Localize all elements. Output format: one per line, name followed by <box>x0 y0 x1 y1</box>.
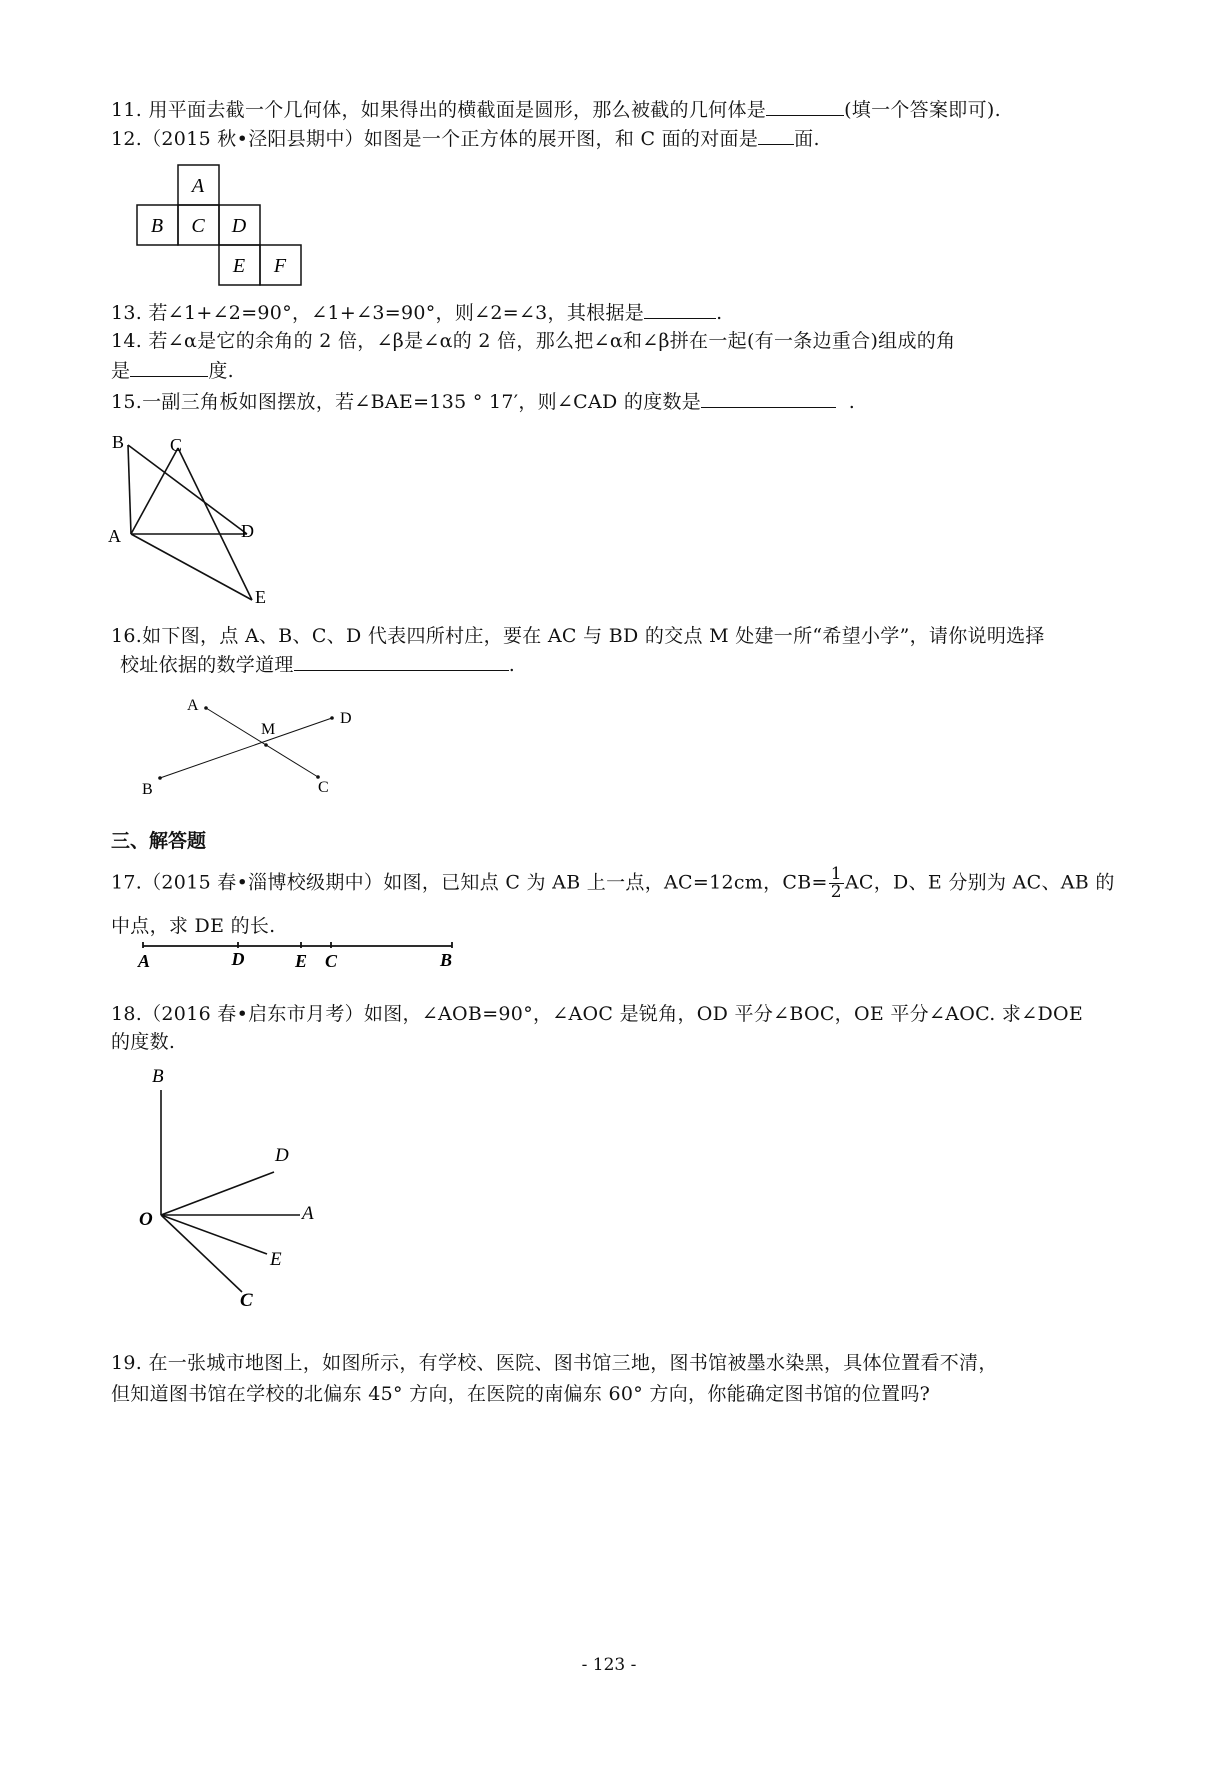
label-e: E <box>270 1249 282 1270</box>
question-19-line1: 19. 在一张城市地图上，如图所示，有学校、医院、图书馆三地，图书馆被墨水染黑，具体位置看不清， <box>111 1352 998 1374</box>
angle-diagram <box>130 1060 340 1315</box>
question-16-line2 <box>120 652 515 678</box>
label-d: D <box>340 710 352 727</box>
label-a: A <box>137 951 151 971</box>
label-a: A <box>187 697 199 714</box>
net-cell-c: C <box>191 215 205 237</box>
question-14-line1: 14. 若∠α是它的余角的 2 倍，∠β是∠α的 2 倍，那么把∠α和∠β拼在一起(有一条边重合)组成的角 <box>111 330 956 352</box>
question-17-line2: 中点，求 DE 的长. <box>111 915 276 937</box>
q15-text: 15.一副三角板如图摆放，若∠BAE=135 ° 17′，则∠CAD 的度数是 <box>111 391 702 413</box>
question-12 <box>111 126 820 152</box>
label-d: D <box>241 521 254 541</box>
net-cell-e: E <box>232 255 246 277</box>
q12-blank[interactable] <box>758 126 794 145</box>
q13-text: 13. 若∠1+∠2=90°，∠1+∠3=90°，则∠2=∠3，其根据是 <box>111 302 645 324</box>
net-cell-f: F <box>273 255 287 277</box>
q14-head: 是 <box>111 360 131 382</box>
net-cell-a: A <box>191 175 205 197</box>
q11-text: 11. 用平面去截一个几何体，如果得出的横截面是圆形，那么被截的几何体是 <box>111 99 767 121</box>
label-m: M <box>261 721 276 738</box>
label-c: C <box>318 779 329 796</box>
section-heading: 三、解答题 <box>111 830 207 852</box>
label-a: A <box>108 526 121 546</box>
page-number: - 123 - <box>581 1655 637 1675</box>
question-18-line1: 18.（2016 春•启东市月考）如图，∠AOB=90°，∠AOC 是锐角，OD 平分∠BOC，OE 平分∠AOC. 求∠DOE <box>111 1003 1084 1025</box>
q14-blank[interactable] <box>130 358 208 377</box>
cube-net-diagram <box>130 160 310 290</box>
q11-blank[interactable] <box>766 97 844 116</box>
net-cell-d: D <box>231 215 247 237</box>
q16-blank[interactable] <box>294 652 509 671</box>
q17-text-a: 17.（2015 春•淄博校级期中）如图，已知点 C 为 AB 上一点，AC=12cm，CB= <box>111 871 828 894</box>
label-d: D <box>275 1145 289 1166</box>
q14-tail: 度. <box>208 360 234 382</box>
q11-tail: (填一个答案即可). <box>844 99 1001 121</box>
label-o: O <box>139 1209 153 1230</box>
question-15 <box>111 389 855 415</box>
question-16-line1: 16.如下图，点 A、B、C、D 代表四所村庄，要在 AC 与 BD 的交点 M 处建一所“希望小学”，请你说明选择 <box>111 625 1045 647</box>
label-c: C <box>240 1290 253 1311</box>
villages-diagram <box>130 690 370 805</box>
question-11 <box>111 97 1001 123</box>
question-17-line1 <box>111 866 1115 901</box>
q16-text: 校址依据的数学道理 <box>120 654 294 676</box>
fraction-denominator: 2 <box>830 882 842 902</box>
label-e: E <box>294 951 308 971</box>
segment-diagram <box>130 935 470 975</box>
label-e: E <box>255 587 266 607</box>
label-b: B <box>439 950 453 970</box>
label-b: B <box>152 1066 164 1087</box>
question-13 <box>111 300 722 326</box>
q17-text-b: AC，D、E 分别为 AC、AB 的 <box>844 871 1115 894</box>
q15-tail: . <box>848 391 856 413</box>
label-b: B <box>112 432 125 452</box>
label-c: C <box>170 435 183 455</box>
net-cell-b: B <box>150 215 164 237</box>
fraction-one-half <box>829 866 844 901</box>
question-14-line2 <box>111 358 234 384</box>
q13-tail: . <box>716 302 723 324</box>
label-a: A <box>302 1203 314 1224</box>
triangle-rulers-diagram <box>100 428 300 613</box>
question-18-line2: 的度数. <box>111 1031 176 1053</box>
q13-blank[interactable] <box>644 300 716 319</box>
label-c: C <box>324 951 338 971</box>
question-19-line2: 但知道图书馆在学校的北偏东 45° 方向，在医院的南偏东 60° 方向，你能确定图书馆的位置吗? <box>111 1383 931 1405</box>
fraction-numerator: 1 <box>830 864 842 884</box>
q12-text: 12.（2015 秋•泾阳县期中）如图是一个正方体的展开图，和 C 面的对面是 <box>111 128 759 150</box>
label-b: B <box>142 781 153 798</box>
q15-blank[interactable] <box>701 389 836 408</box>
q12-tail: 面. <box>794 128 820 150</box>
q16-tail: . <box>508 654 516 676</box>
label-d: D <box>231 949 245 969</box>
